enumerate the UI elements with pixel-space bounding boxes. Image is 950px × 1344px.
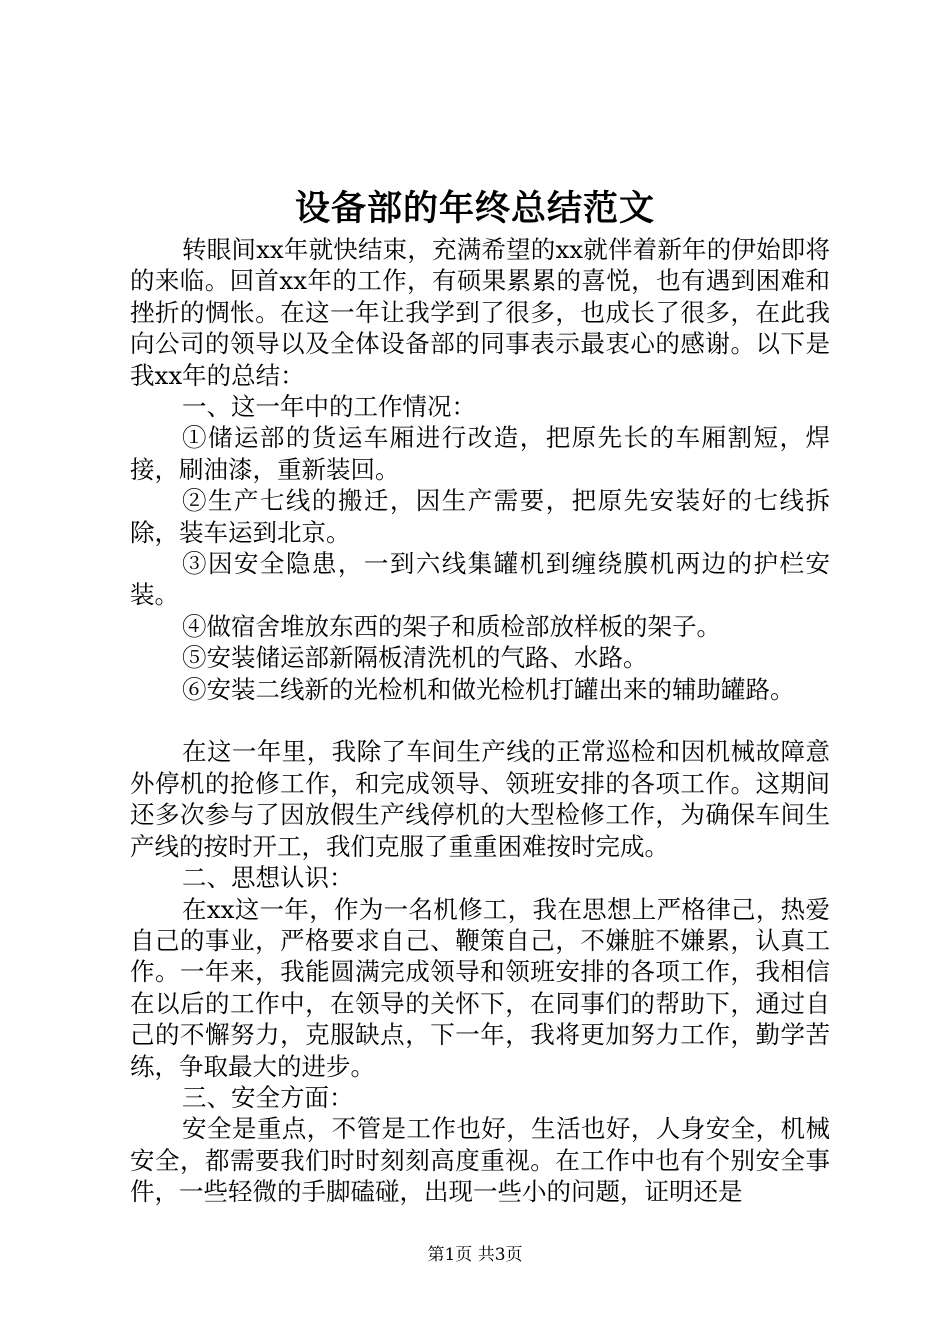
paragraph-year-work: 在这一年里，我除了车间生产线的正常巡检和因机械故障意外停机的抢修工作，和完成领导、领班安排的各项工作。这期间还多次参与了因放假生产线停机的大型检修工作，为确保车间生产线的按时开工，我们克服了重重困难按时完成。 xyxy=(130,737,830,861)
section-heading-thought: 二、思想认识： xyxy=(182,863,354,893)
section-heading-work: 一、这一年中的工作情况： xyxy=(182,392,476,422)
list-item-4: ④做宿舍堆放东西的架子和质检部放样板的架子。 xyxy=(182,611,721,641)
document-body xyxy=(130,234,830,1208)
list-item-2: ②生产七线的搬迁，因生产需要，把原先安装好的七线拆除，装车运到北京。 xyxy=(130,486,830,547)
page-number-footer: 第1页 共3页 xyxy=(427,1245,523,1265)
list-item-6: ⑥安装二线新的光检机和做光检机打罐出来的辅助罐路。 xyxy=(182,674,795,704)
list-item-3: ③因安全隐患，一到六线集罐机到缠绕膜机两边的护栏安装。 xyxy=(130,549,830,610)
list-item-1: ①储运部的货运车厢进行改造，把原先长的车厢割短，焊接，刷油漆，重新装回。 xyxy=(130,423,830,484)
paragraph-thought: 在xx这一年，作为一名机修工，我在思想上严格律己，热爱自己的事业，严格要求自己、鞭策自己，不嫌脏不嫌累，认真工作。一年来，我能圆满完成领导和领班安排的各项工作，我相信在以后的工作中，在领导的关怀下，在同事们的帮助下，通过自己的不懈努力，克服缺点，下一年，我将更加努力工作，勤学苦练，争取最大的进步。 xyxy=(130,894,830,1081)
blank-line xyxy=(130,705,830,736)
section-heading-safety: 三、安全方面： xyxy=(182,1082,354,1112)
list-item-5: ⑤安装储运部新隔板清洗机的气路、水路。 xyxy=(182,643,648,673)
document-title: 设备部的年终总结范文 xyxy=(294,188,655,229)
paragraph-safety: 安全是重点，不管是工作也好，生活也好，人身安全，机械安全，都需要我们时时刻刻高度重视。在工作中也有个别安全事件，一些轻微的手脚磕碰，出现一些小的问题，证明还是 xyxy=(130,1114,830,1207)
paragraph-intro: 转眼间xx年就快结束，充满希望的xx就伴着新年的伊始即将的来临。回首xx年的工作，有硕果累累的喜悦，也有遇到困难和挫折的惆怅。在这一年让我学到了很多，也成长了很多，在此我向公司的领导以及全体设备部的同事表示最衷心的感谢。以下是我xx年的总结： xyxy=(130,235,830,390)
